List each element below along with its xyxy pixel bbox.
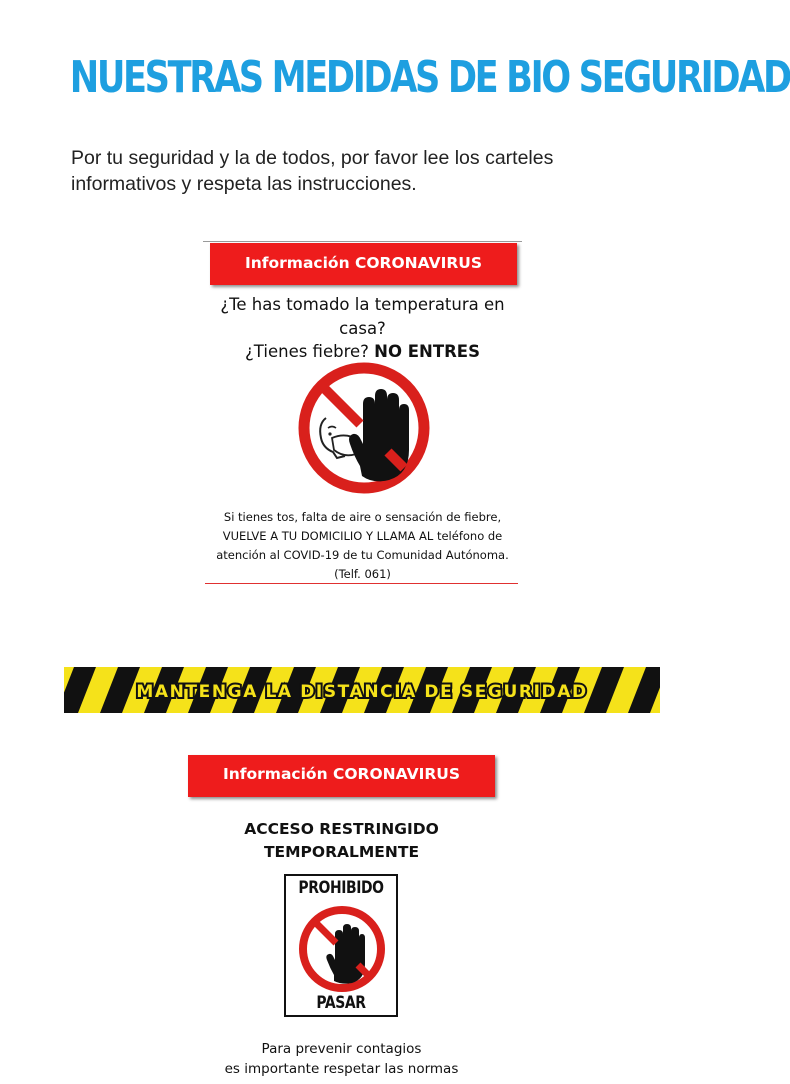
temperature-question: ¿Te has tomado la temperatura en casa? [220,295,505,338]
distance-warning-tape [64,667,660,713]
intro-text: Por tu seguridad y la de todos, por favor lee los carteles informativos y respeta las instrucciones. [71,147,554,195]
info-banner-1: Información CORONAVIRUS [210,243,517,285]
footer-line2: es importante respetar las normas [224,1061,459,1077]
prohibido-pasar-sign [284,874,398,1017]
footer-text [188,1039,495,1079]
restricted-access-line1: ACCESO RESTRINGIDO [244,820,439,838]
tape-text: MANTENGA LA DISTANCIA DE SEGURIDAD [136,682,588,702]
footer-line1: Para prevenir contagios [261,1041,422,1057]
fever-question [203,341,522,363]
poster-top-divider [203,241,522,242]
sign-bottom-text: PASAR [316,993,366,1013]
page-title: NUESTRAS MEDIDAS DE BIO SEGURIDAD [69,52,790,103]
no-entry-hand-icon [298,362,430,494]
fever-question-text: ¿Tienes fiebre? [245,342,369,361]
restricted-access-line2: TEMPORALMENTE [263,843,420,861]
restricted-access-heading [188,818,495,864]
poster-bottom-divider [205,583,518,584]
info-banner-2: Información CORONAVIRUS [188,755,495,797]
sign-top-text: PROHIBIDO [298,878,384,898]
no-entry-text: NO ENTRES [374,342,480,361]
prohibited-hand-icon [298,905,386,993]
instructions-text: Si tienes tos, falta de aire o sensación de fiebre, VUELVE A TU DOMICILIO Y LLAMA AL teléfono de atención al COVID-19 de tu Comunidad Autónoma. (Telf. 061) [216,510,509,581]
